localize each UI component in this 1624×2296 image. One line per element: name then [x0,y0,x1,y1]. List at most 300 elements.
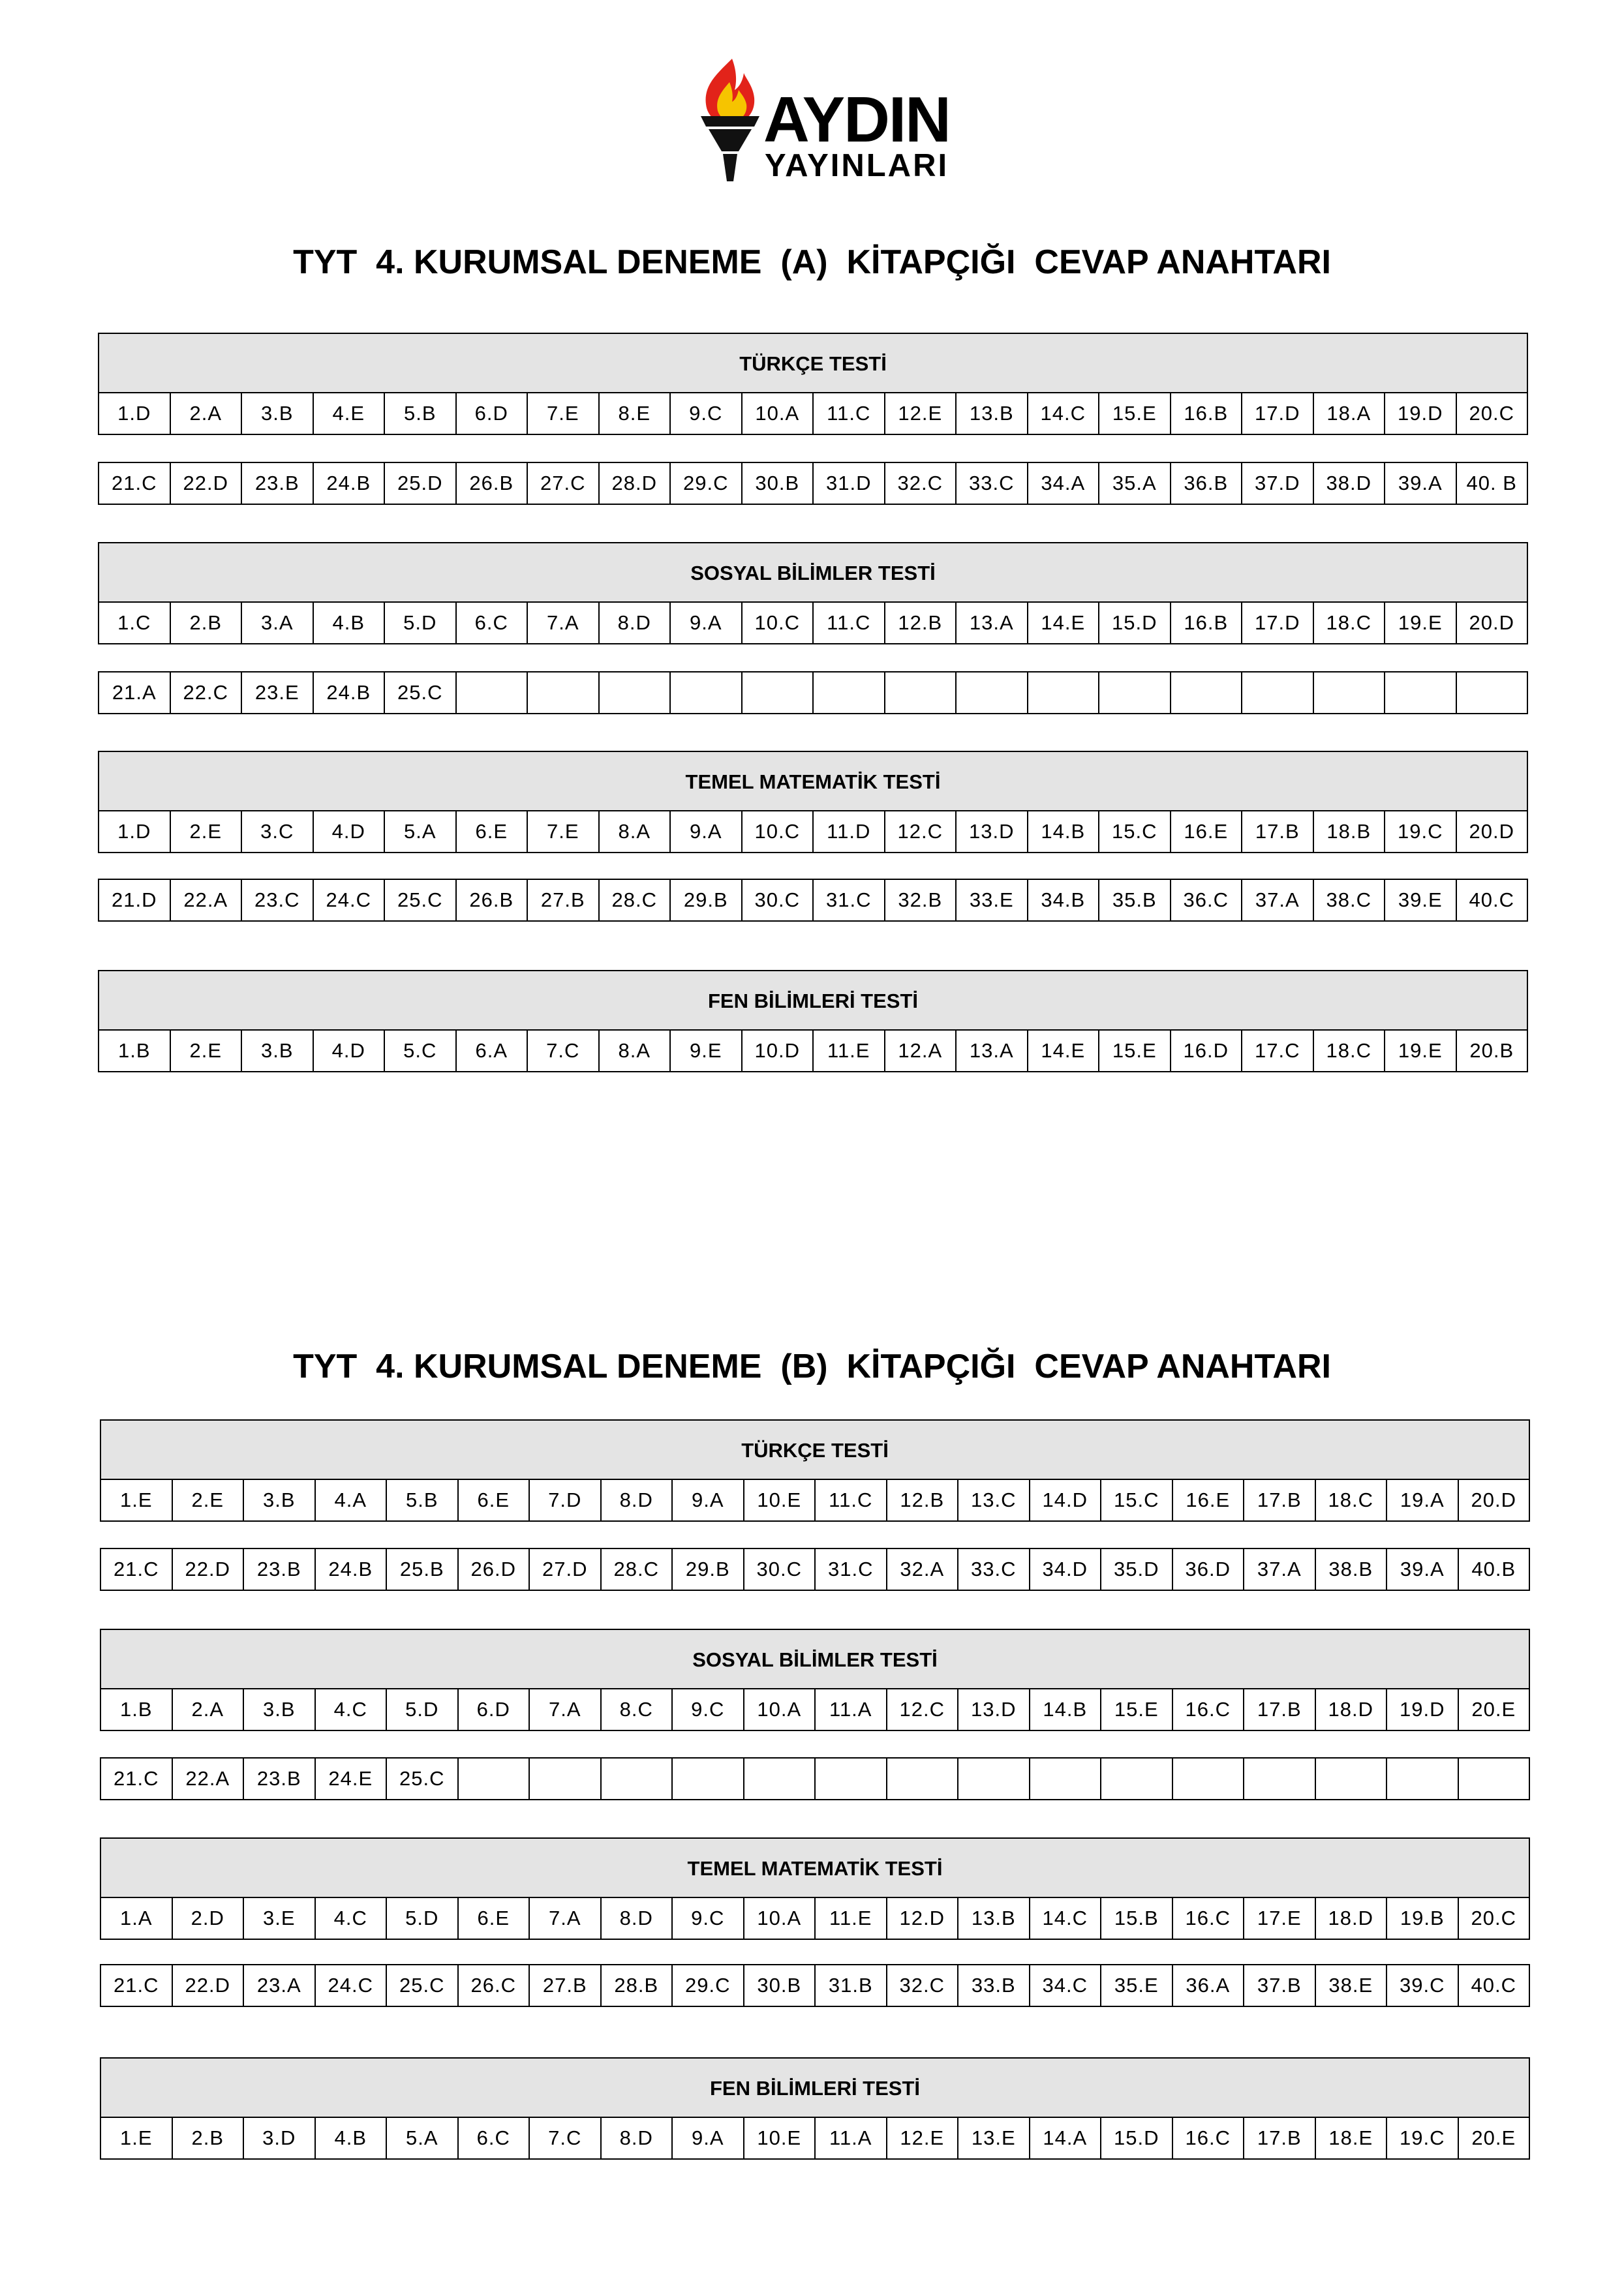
answer-cell [887,1759,959,1799]
answer-cell: 16.B [1171,603,1243,643]
answer-cell: 33.B [958,1965,1030,2006]
answer-cell: 34.D [1030,1549,1102,1590]
answer-cell: 40.C [1471,1974,1516,1997]
test-answer-table [98,333,1528,435]
answer-cell: 3.B [242,1031,314,1071]
answer-cell: 25.C [387,1759,459,1799]
answer-cell: 15.E [1101,1689,1173,1730]
answer-cell: 2.E [171,1031,243,1071]
answer-cell: 18.C [1314,1031,1386,1071]
answer-cell: 40.C [1469,888,1514,911]
answer-cell: 37.D [1242,463,1314,504]
answer-row [100,1964,1530,2007]
answer-cell: 34.C [1030,1965,1102,2006]
answer-cell: 4.B [316,2118,388,2158]
answer-cell: 5.D [387,1898,459,1939]
answer-cell: 8.D [602,1898,673,1939]
answer-cell: 5.C [385,1031,457,1071]
answer-cell: 18.A [1314,393,1386,434]
answer-cell: 39.C [1387,1965,1459,2006]
answer-cell: 6.D [459,1689,530,1730]
answer-cell [602,1759,673,1799]
answer-cell: 4.C [316,1898,388,1939]
answer-cell: 11.A [816,2118,887,2158]
answer-cell: 38.D [1314,463,1386,504]
answer-cell: 8.D [602,2118,673,2158]
answer-cell: 18.E [1316,2118,1388,2158]
answer-cell: 6.E [459,1480,530,1520]
test-name-header: SOSYAL BİLİMLER TESTİ [99,543,1527,603]
answer-cell: 21.D [99,880,171,920]
answer-cell: 40. B [1466,472,1517,494]
answer-cell: 13.E [958,2118,1030,2158]
answer-row [99,811,1527,852]
answer-cell: 17.D [1242,393,1314,434]
answer-cell: 10.D [743,1031,814,1071]
answer-cell: 16.E [1171,811,1243,852]
answer-cell [957,672,1028,713]
answer-cell: 26.C [459,1965,530,2006]
answer-cell [673,1759,744,1799]
answer-cell: 15.B [1101,1898,1173,1939]
answer-cell: 31.C [814,880,885,920]
answer-cell: 25.B [387,1549,459,1590]
answer-cell: 1.E [101,2118,173,2158]
answer-cell: 17.D [1242,603,1314,643]
answer-cell: 24.C [314,880,386,920]
answer-cell: 18.C [1316,1480,1388,1520]
answer-cell: 25.C [387,1965,459,2006]
answer-cell: 30.B [743,463,814,504]
answer-cell: 6.D [457,393,529,434]
answer-cell: 3.B [242,393,314,434]
answer-cell: 9.A [673,2118,744,2158]
answer-cell: 3.D [244,2118,316,2158]
answer-cell: 29.B [673,1549,744,1590]
test-answer-table [100,1629,1530,1731]
answer-cell: 38.C [1314,880,1386,920]
answer-cell: 16.E [1173,1480,1245,1520]
answer-cell: 19.D [1387,1689,1459,1730]
answer-cell: 12.B [887,1480,959,1520]
answer-cell: 26.B [457,463,529,504]
answer-cell: 7.D [530,1480,602,1520]
answer-cell: 9.A [671,603,743,643]
answer-cell: 33.C [957,463,1028,504]
test-answer-table [98,542,1528,644]
answer-cell: 29.C [671,463,743,504]
answer-cell: 36.B [1171,463,1243,504]
answer-cell: 28.D [600,463,671,504]
answer-cell: 24.E [316,1759,388,1799]
answer-cell: 16.C [1173,1689,1245,1730]
answer-cell: 36.A [1173,1965,1245,2006]
publisher-logo [692,53,953,184]
answer-cell: 3.E [244,1898,316,1939]
answer-cell: 22.A [171,880,243,920]
answer-cell: 20.C [1469,402,1514,425]
answer-cell: 1.D [99,393,171,434]
answer-cell: 12.C [885,811,957,852]
answer-cell: 1.B [99,1031,171,1071]
answer-cell: 29.C [673,1965,744,2006]
answer-cell: 13.B [957,393,1028,434]
answer-cell: 9.A [671,811,743,852]
answer-cell: 9.C [671,393,743,434]
answer-row [101,1898,1529,1939]
answer-cell: 28.C [600,880,671,920]
answer-row [101,2118,1529,2158]
answer-cell [1314,672,1386,713]
answer-cell: 13.A [957,1031,1028,1071]
answer-cell: 5.B [385,393,457,434]
answer-cell: 8.C [602,1689,673,1730]
answer-cell [457,672,529,713]
answer-cell: 9.C [673,1689,744,1730]
answer-row [100,1757,1530,1800]
answer-cell: 20.D [1471,1488,1516,1511]
answer-cell [600,672,671,713]
answer-cell: 11.C [814,393,885,434]
answer-cell: 12.A [885,1031,957,1071]
answer-cell: 38.B [1316,1549,1388,1590]
answer-cell: 1.E [101,1480,173,1520]
answer-cell [1244,1759,1316,1799]
answer-cell: 9.C [673,1898,744,1939]
answer-cell: 16.B [1171,393,1243,434]
answer-cell: 17.B [1242,811,1314,852]
answer-cell: 34.B [1028,880,1100,920]
answer-cell: 36.D [1173,1549,1245,1590]
answer-cell: 30.C [744,1549,816,1590]
answer-cell: 7.A [530,1689,602,1730]
answer-cell: 5.A [387,2118,459,2158]
answer-cell: 16.C [1173,1898,1245,1939]
answer-cell: 24.B [314,672,386,713]
answer-cell: 8.D [602,1480,673,1520]
answer-cell: 18.D [1316,1689,1388,1730]
answer-cell: 24.C [316,1965,388,2006]
answer-cell: 24.B [314,463,386,504]
answer-cell: 3.B [244,1480,316,1520]
answer-key-title: TYT 4. KURUMSAL DENEME (B) KİTAPÇIĞI CEVAP ANAHTARI [293,1348,1331,1385]
answer-cell: 8.E [600,393,671,434]
answer-cell [816,1759,887,1799]
answer-cell: 27.B [530,1965,602,2006]
answer-cell: 9.A [673,1480,744,1520]
answer-cell: 10.A [744,1898,816,1939]
answer-cell: 21.A [99,672,171,713]
answer-cell: 15.C [1099,811,1171,852]
test-answer-table [98,970,1528,1072]
answer-cell: 14.E [1028,1031,1100,1071]
answer-cell: 37.A [1242,880,1314,920]
answer-cell: 26.B [457,880,529,920]
answer-cell: 23.A [244,1965,316,2006]
answer-cell: 22.D [171,463,243,504]
answer-cell: 16.C [1173,2118,1245,2158]
answer-cell: 10.C [743,811,814,852]
answer-cell: 4.E [314,393,386,434]
answer-cell: 21.C [101,1759,173,1799]
answer-cell: 10.E [744,2118,816,2158]
answer-row [98,879,1528,922]
answer-cell: 19.B [1387,1898,1459,1939]
answer-cell: 19.E [1385,603,1457,643]
answer-cell: 26.D [459,1549,530,1590]
logo-subtitle: YAYINLARI [765,148,949,183]
answer-cell: 23.B [242,463,314,504]
logo-wordmark: AYDIN [763,83,950,155]
answer-cell: 10.A [743,393,814,434]
answer-cell: 20.E [1471,1698,1516,1721]
answer-cell: 7.C [530,2118,602,2158]
answer-cell: 5.D [385,603,457,643]
answer-cell: 14.B [1030,1689,1102,1730]
answer-cell [1099,672,1171,713]
answer-cell: 15.C [1101,1480,1173,1520]
answer-cell: 1.C [99,603,171,643]
answer-cell: 14.C [1030,1898,1102,1939]
answer-cell: 39.A [1387,1549,1459,1590]
torch-icon [692,53,770,184]
answer-cell [671,672,743,713]
answer-cell: 25.C [385,880,457,920]
answer-cell: 11.C [816,1480,887,1520]
answer-cell: 1.D [99,811,171,852]
answer-cell [1385,672,1457,713]
answer-cell: 17.E [1244,1898,1316,1939]
answer-cell: 7.A [528,603,600,643]
test-answer-table [98,751,1528,853]
answer-cell: 12.E [885,393,957,434]
answer-row [98,462,1528,505]
answer-row [99,393,1527,434]
answer-cell: 14.C [1028,393,1100,434]
answer-cell: 6.A [457,1031,529,1071]
answer-cell: 13.C [958,1480,1030,1520]
answer-cell: 11.E [816,1898,887,1939]
answer-cell: 4.C [316,1689,388,1730]
answer-cell: 22.D [173,1965,245,2006]
answer-cell: 2.B [171,603,243,643]
answer-cell [1028,672,1100,713]
answer-cell: 25.D [385,463,457,504]
answer-row [101,1480,1529,1520]
answer-cell: 29.B [671,880,743,920]
answer-cell: 32.C [885,463,957,504]
answer-cell [530,1759,602,1799]
answer-cell [744,1759,816,1799]
answer-cell: 16.D [1171,1031,1243,1071]
answer-cell [1101,1759,1173,1799]
test-name-header: TÜRKÇE TESTİ [101,1421,1529,1480]
answer-cell: 7.A [530,1898,602,1939]
answer-cell: 7.E [528,393,600,434]
answer-cell [1173,1759,1245,1799]
test-answer-table [100,1837,1530,1940]
answer-cell: 3.B [244,1689,316,1730]
answer-cell: 22.D [173,1549,245,1590]
answer-cell: 2.E [173,1480,245,1520]
answer-cell: 7.C [528,1031,600,1071]
answer-cell [1030,1759,1102,1799]
answer-cell: 20.E [1471,2126,1516,2149]
answer-cell: 18.C [1314,603,1386,643]
answer-cell: 19.D [1385,393,1457,434]
answer-cell: 28.B [602,1965,673,2006]
answer-cell: 6.C [459,2118,530,2158]
answer-row [100,1548,1530,1591]
answer-cell: 13.B [958,1898,1030,1939]
answer-cell: 23.C [242,880,314,920]
answer-cell: 13.D [958,1689,1030,1730]
answer-cell: 38.E [1316,1965,1388,2006]
answer-cell: 19.C [1385,811,1457,852]
answer-cell: 6.E [459,1898,530,1939]
answer-cell: 10.A [744,1689,816,1730]
answer-cell [528,672,600,713]
answer-cell: 19.A [1387,1480,1459,1520]
answer-cell: 40.B [1471,1558,1516,1580]
answer-cell [1387,1759,1459,1799]
answer-cell: 15.E [1099,1031,1171,1071]
answer-cell: 17.B [1244,2118,1316,2158]
answer-cell: 6.E [457,811,529,852]
answer-cell: 17.C [1242,1031,1314,1071]
answer-cell: 12.B [885,603,957,643]
answer-cell: 2.B [173,2118,245,2158]
test-name-header: FEN BİLİMLERİ TESTİ [99,971,1527,1031]
answer-cell: 39.E [1385,880,1457,920]
answer-cell: 36.C [1171,880,1243,920]
answer-cell: 5.A [385,811,457,852]
answer-cell: 35.B [1099,880,1171,920]
answer-cell: 35.D [1101,1549,1173,1590]
answer-cell: 22.A [173,1759,245,1799]
answer-cell: 21.C [101,1965,173,2006]
answer-cell: 22.C [171,672,243,713]
test-name-header: TEMEL MATEMATİK TESTİ [99,752,1527,811]
answer-cell: 27.C [528,463,600,504]
answer-key-title: TYT 4. KURUMSAL DENEME (A) KİTAPÇIĞI CEVAP ANAHTARI [293,243,1331,281]
answer-cell: 4.D [314,811,386,852]
answer-cell: 35.A [1099,463,1171,504]
answer-cell: 21.C [99,463,171,504]
answer-cell: 11.A [816,1689,887,1730]
answer-cell: 27.D [530,1549,602,1590]
answer-cell: 1.A [101,1898,173,1939]
answer-cell: 27.B [528,880,600,920]
answer-cell: 33.E [957,880,1028,920]
answer-cell: 3.C [242,811,314,852]
answer-cell: 21.C [101,1549,173,1590]
answer-cell: 5.D [387,1689,459,1730]
answer-cell: 9.E [671,1031,743,1071]
answer-cell: 33.C [958,1549,1030,1590]
answer-cell: 17.B [1244,1689,1316,1730]
answer-cell: 6.C [457,603,529,643]
test-name-header: SOSYAL BİLİMLER TESTİ [101,1630,1529,1689]
answer-cell: 13.A [957,603,1028,643]
answer-cell: 20.B [1469,1039,1514,1062]
test-name-header: TÜRKÇE TESTİ [99,334,1527,393]
test-name-header: FEN BİLİMLERİ TESTİ [101,2059,1529,2118]
answer-cell: 14.A [1030,2118,1102,2158]
answer-cell [814,672,885,713]
answer-cell: 15.E [1099,393,1171,434]
answer-cell: 18.B [1314,811,1386,852]
answer-cell: 17.B [1244,1480,1316,1520]
answer-cell: 20.C [1471,1907,1516,1929]
answer-cell: 39.A [1385,463,1457,504]
answer-cell: 5.B [387,1480,459,1520]
answer-cell: 14.D [1030,1480,1102,1520]
answer-cell: 8.A [600,1031,671,1071]
answer-cell: 19.E [1385,1031,1457,1071]
answer-cell: 20.D [1469,820,1514,843]
answer-cell: 23.B [244,1759,316,1799]
answer-cell [1316,1759,1388,1799]
answer-cell: 31.C [816,1549,887,1590]
answer-cell: 35.E [1101,1965,1173,2006]
answer-cell: 12.D [887,1898,959,1939]
answer-row [99,603,1527,643]
answer-cell: 31.B [816,1965,887,2006]
answer-cell: 11.E [814,1031,885,1071]
answer-cell: 8.A [600,811,671,852]
test-answer-table [100,1419,1530,1522]
answer-cell: 11.D [814,811,885,852]
answer-cell: 30.C [743,880,814,920]
answer-cell: 12.C [887,1689,959,1730]
answer-cell [958,1759,1030,1799]
answer-row [98,671,1528,714]
answer-cell: 2.A [171,393,243,434]
answer-cell: 13.D [957,811,1028,852]
answer-cell: 19.C [1387,2118,1459,2158]
answer-cell: 7.E [528,811,600,852]
answer-cell: 3.A [242,603,314,643]
answer-cell: 18.D [1316,1898,1388,1939]
answer-cell: 37.B [1244,1965,1316,2006]
answer-cell: 34.A [1028,463,1100,504]
answer-cell: 20.D [1469,611,1514,634]
answer-cell: 25.C [385,672,457,713]
answer-cell [885,672,957,713]
answer-cell: 32.B [885,880,957,920]
answer-cell: 23.E [242,672,314,713]
answer-cell [459,1759,530,1799]
answer-cell: 4.D [314,1031,386,1071]
answer-cell: 31.D [814,463,885,504]
answer-cell [743,672,814,713]
answer-row [99,1031,1527,1071]
answer-cell [1242,672,1314,713]
answer-cell: 32.C [887,1965,959,2006]
answer-cell: 10.E [744,1480,816,1520]
answer-cell: 15.D [1101,2118,1173,2158]
test-name-header: TEMEL MATEMATİK TESTİ [101,1839,1529,1898]
answer-cell: 4.A [316,1480,388,1520]
answer-cell: 32.A [887,1549,959,1590]
answer-cell: 14.B [1028,811,1100,852]
answer-row [101,1689,1529,1730]
answer-cell: 4.B [314,603,386,643]
answer-cell: 10.C [743,603,814,643]
test-answer-table [100,2057,1530,2160]
answer-cell: 2.D [173,1898,245,1939]
